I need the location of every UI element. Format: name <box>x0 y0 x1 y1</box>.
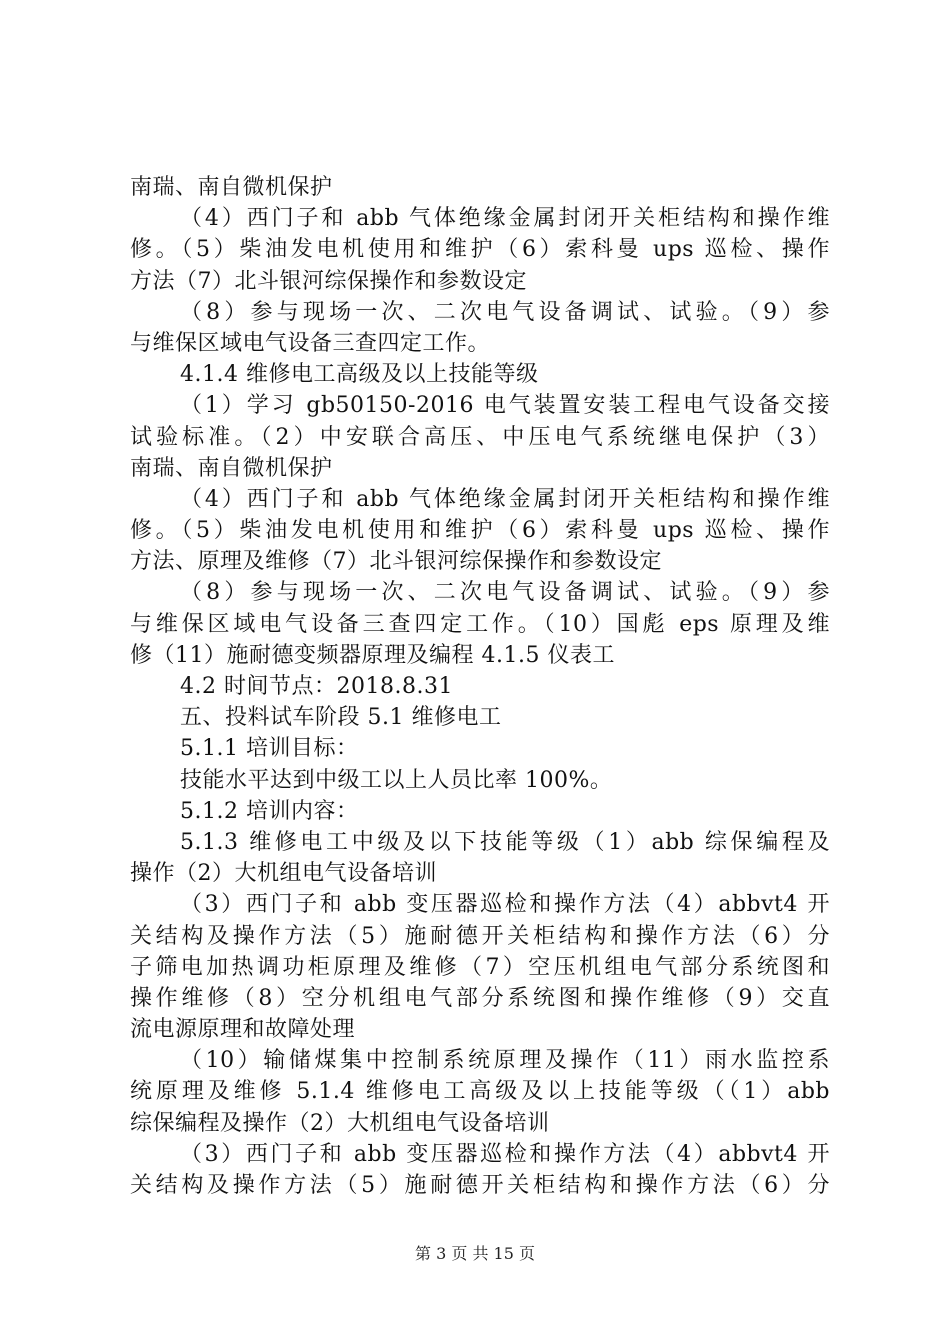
text-line: 五、投料试车阶段 5.1 维修电工 <box>180 705 502 731</box>
text-line: 试验标准。（2）中安联合高压、中压电气系统继电保护（3） <box>130 424 830 450</box>
text-line: 方法、原理及维修（7）北斗银河综保操作和参数设定 <box>130 549 662 575</box>
text-line: 南瑞、南自微机保护 <box>130 175 333 200</box>
text-line: （3）西门子和 abb 变压器巡检和操作方法（4）abbvt4 开 <box>180 1141 830 1167</box>
text-line: （4）西门子和 abb 气体绝缘金属封闭开关柜结构和操作维 <box>180 486 830 512</box>
text-line: （4）西门子和 abb 气体绝缘金属封闭开关柜结构和操作维 <box>180 206 830 232</box>
text-line: 子筛电加热调功柜原理及维修（7）空压机组电气部分系统图和 <box>130 954 830 980</box>
text-line: 4.1.4 维修电工高级及以上技能等级 <box>180 362 539 388</box>
text-line: 与维保区域电气设备三查四定工作。 <box>130 330 491 356</box>
text-line: 综保编程及操作（2）大机组电气设备培训 <box>130 1110 550 1136</box>
text-line: 与维保区域电气设备三查四定工作。（10）国彪 eps 原理及维 <box>130 611 830 637</box>
text-line: 流电源原理和故障处理 <box>130 1017 356 1043</box>
text-line: 方法（7）北斗银河综保操作和参数设定 <box>130 268 527 294</box>
text-line: 5.1.3 维修电工中级及以下技能等级（1）abb 综保编程及 <box>180 829 830 855</box>
text-line: 5.1.2 培训内容： <box>180 798 359 824</box>
text-line: 操作（2）大机组电气设备培训 <box>130 861 437 887</box>
text-line: （10）输储煤集中控制系统原理及操作（11）雨水监控系 <box>180 1048 830 1074</box>
text-line: 关结构及操作方法（5）施耐德开关柜结构和操作方法（6）分 <box>130 923 830 949</box>
text-line: 南瑞、南自微机保护 <box>130 455 333 481</box>
text-line: 操作维修（8）空分机组电气部分系统图和操作维修（9）交直 <box>130 985 830 1011</box>
text-line: 修。（5）柴油发电机使用和维护（6）索科曼 ups 巡检、操作 <box>130 237 830 263</box>
document-body <box>130 172 830 1201</box>
text-line: 统原理及维修 5.1.4 维修电工高级及以上技能等级（（1）abb <box>130 1079 830 1105</box>
text-line: 关结构及操作方法（5）施耐德开关柜结构和操作方法（6）分 <box>130 1173 830 1198</box>
text-line: （1）学习 gb50150-2016 电气装置安装工程电气设备交接 <box>180 393 830 419</box>
text-line: （8）参与现场一次、二次电气设备调试、试验。（9）参 <box>180 299 830 325</box>
page-footer: 第 3 页 共 15 页 <box>415 1244 535 1263</box>
text-line: 技能水平达到中级工以上人员比率 100%。 <box>180 767 613 793</box>
text-line: （3）西门子和 abb 变压器巡检和操作方法（4）abbvt4 开 <box>180 892 830 918</box>
text-line: 4.2 时间节点：2018.8.31 <box>180 674 453 699</box>
text-line: 修。（5）柴油发电机使用和维护（6）索科曼 ups 巡检、操作 <box>130 518 830 544</box>
text-line: （8）参与现场一次、二次电气设备调试、试验。（9）参 <box>180 580 830 606</box>
text-line: 5.1.1 培训目标： <box>180 736 359 762</box>
text-line: 修（11）施耐德变频器原理及编程 4.1.5 仪表工 <box>130 642 615 668</box>
